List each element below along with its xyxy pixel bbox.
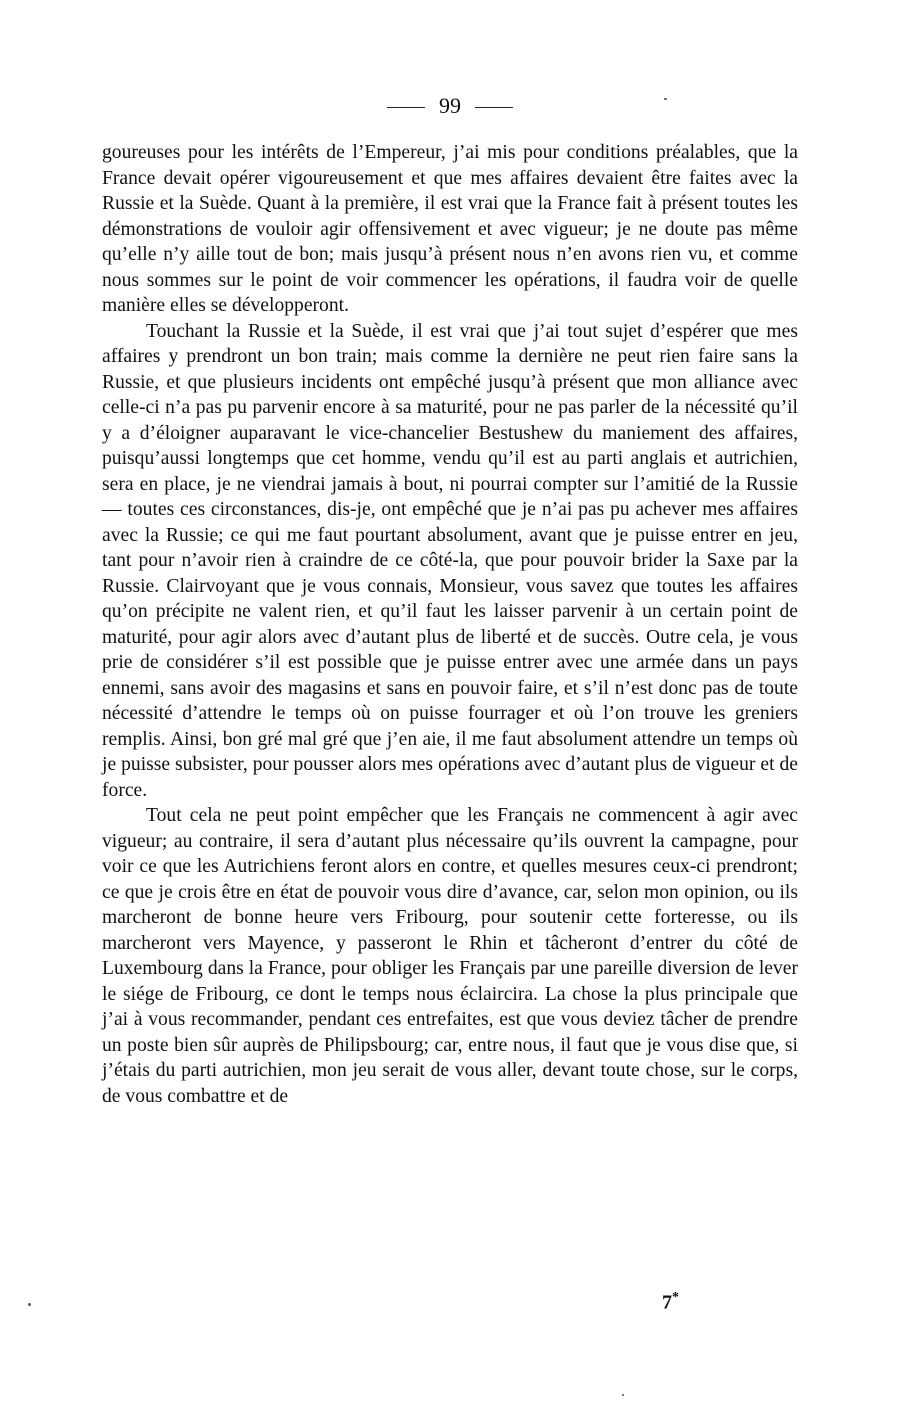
paragraph-1: goureuses pour les intérêts de l’Empereur, j’ai mis pour conditions préalables, que la France devait opérer vigoureusement et que mes affaires devaient être faites avec la Russie et la Suède. Quant à la première, il est vrai que la France fait à présent toutes les démonstrations de vouloir agir offensivement et avec vigueur; je ne doute pas même qu’elle n’y aille tout de bon; mais jusqu’à présent nous n’en avons rien vu, et comme nous sommes sur le point de voir commencer les opérations, il faudra voir de quelle manière elles se développeront. xyxy=(102,142,798,316)
right-rule xyxy=(475,107,513,108)
page-header xyxy=(0,92,900,120)
body-text xyxy=(102,140,798,1109)
signature-star: * xyxy=(672,1290,679,1305)
signature-mark xyxy=(662,1290,679,1315)
print-speck xyxy=(28,1303,31,1306)
paragraph-3: Tout cela ne peut point empêcher que les Français ne commencent à agir avec vigueur; au contraire, il sera d’autant plus nécessaire qu’ils ouvrent la campagne, pour voir ce que les Autrichiens feront alors en contre, et quelles mesures ceux-ci prendront; ce que je crois être en état de pouvoir vous dire d’avance, car, selon mon opinion, ou ils marcheront de bonne heure vers Fribourg, pour soutenir cette forteresse, ou ils marcheront vers Mayence, y passeront le Rhin et tâcheront d’entrer du côté de Luxembourg dans la France, pour obliger les Français par une pareille diversion de lever le siége de Fribourg, ce dont le temps nous éclaircira. La chose la plus principale que j’ai à vous recommander, pendant ces entrefaites, est que vous deviez tâcher de prendre un poste bien sûr auprès de Philipsbourg; car, entre nous, il faut que je vous dise que, si j’étais du parti autrichien, mon jeu serait de vous aller, devant toute chose, sur le corps, de vous combattre et de xyxy=(102,805,798,1107)
page-number: 99 xyxy=(439,93,461,118)
signature-number: 7 xyxy=(662,1291,672,1314)
print-speck xyxy=(622,1394,624,1396)
paragraph-2: Touchant la Russie et la Suède, il est vrai que j’ai tout sujet d’espérer que mes affaires y prendront un bon train; mais comme la dernière ne peut rien faire sans la Russie, et que plusieurs incidents ont empêché jusqu’à présent que mon alliance avec celle-ci n’a pas pu parvenir encore à sa maturité, pour ne pas parler de la nécessité qu’il y a d’éloigner auparavant le vice-chancelier Bestushew du maniement des affaires, puisqu’aussi longtemps que cet homme, vendu qu’il est au parti anglais et autrichien, sera en place, je ne viendrai jamais à bout, ni pourrai compter sur l’amitié de la Russie — toutes ces circonstances, dis-je, ont empêché que je n’ai pas pu achever mes affaires avec la Russie; ce qui me faut pourtant absolument, avant que je puisse entrer en jeu, tant pour n’avoir rien à craindre de ce côté-la, que pour pouvoir brider la Saxe par la Russie. Clairvoyant que je vous connais, Monsieur, vous savez que toutes les affaires qu’on précipite ne valent rien, et qu’il faut les laisser parvenir à un certain point de maturité, pour agir alors avec d’autant plus de liberté et de succès. Outre cela, je vous prie de considérer s’il est possible que je puisse entrer avec une armée dans un pays ennemi, sans avoir des magasins et sans en pouvoir faire, et s’il n’est donc pas de toute nécessité d’attendre le temps où on puisse fourrager et où l’on trouve les greniers remplis. Ainsi, bon gré mal gré que j’en aie, il me faut absolument attendre un temps où je puisse subsister, pour pousser alors mes opérations avec d’autant plus de vigueur et de force. xyxy=(102,320,798,801)
left-rule xyxy=(387,107,425,108)
print-speck xyxy=(664,98,667,100)
